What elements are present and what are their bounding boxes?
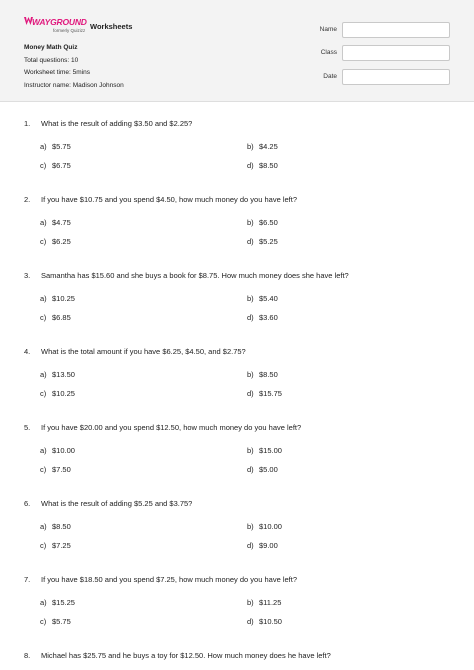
option-value: $15.00 — [259, 446, 282, 455]
option-value: $3.60 — [259, 313, 278, 322]
option-value: $5.75 — [52, 142, 71, 151]
option-value: $9.00 — [259, 541, 278, 550]
question-number: 3. — [24, 271, 31, 280]
option-letter: b) — [247, 218, 254, 227]
instructor-name: Instructor name: Madison Johnson — [24, 81, 124, 89]
question-text-row — [24, 423, 454, 432]
answer-option[interactable] — [40, 389, 75, 398]
answer-option[interactable] — [40, 617, 71, 626]
option-letter: a) — [40, 370, 47, 379]
question-7 — [24, 575, 454, 626]
answer-option[interactable] — [40, 294, 75, 303]
answer-option[interactable] — [247, 370, 278, 379]
option-value: $15.25 — [52, 598, 75, 607]
option-value: $6.85 — [52, 313, 71, 322]
question-8 — [24, 651, 454, 660]
answer-option[interactable] — [40, 161, 71, 170]
class-input[interactable] — [342, 45, 450, 61]
option-letter: a) — [40, 446, 47, 455]
option-letter: b) — [247, 522, 254, 531]
option-value: $5.00 — [259, 465, 278, 474]
question-text: If you have $10.75 and you spend $4.50, how much money do you have left? — [41, 195, 298, 204]
question-6 — [24, 499, 454, 550]
answer-option[interactable] — [40, 541, 71, 550]
option-value: $13.50 — [52, 370, 75, 379]
answer-option[interactable] — [40, 142, 71, 151]
class-label: Class — [320, 49, 337, 56]
option-value: $6.75 — [52, 161, 71, 170]
option-letter: d) — [247, 617, 254, 626]
answer-option[interactable] — [40, 313, 71, 322]
option-letter: c) — [40, 617, 47, 626]
option-value: $10.25 — [52, 389, 75, 398]
answer-option[interactable] — [247, 218, 278, 227]
question-text-row — [24, 347, 454, 356]
question-text: Michael has $25.75 and he buys a toy for $12.50. How much money does he have left? — [41, 651, 331, 660]
option-value: $10.50 — [259, 617, 282, 626]
answer-option[interactable] — [40, 370, 75, 379]
question-text: What is the result of adding $3.50 and $2.25? — [41, 119, 193, 128]
question-number: 4. — [24, 347, 31, 356]
question-text: If you have $20.00 and you spend $12.50, how much money do you have left? — [41, 423, 302, 432]
question-text-row — [24, 271, 454, 280]
worksheet-time: Worksheet time: 5mins — [24, 69, 90, 76]
option-value: $6.50 — [259, 218, 278, 227]
option-value: $10.00 — [259, 522, 282, 531]
option-value: $4.25 — [259, 142, 278, 151]
answer-option[interactable] — [40, 465, 71, 474]
option-value: $4.75 — [52, 218, 71, 227]
question-text-row — [24, 195, 454, 204]
question-number: 1. — [24, 119, 31, 128]
brand-logo — [24, 16, 88, 36]
question-5 — [24, 423, 454, 474]
name-field-group — [300, 22, 450, 38]
question-2 — [24, 195, 454, 246]
option-letter: b) — [247, 598, 254, 607]
question-number: 8. — [24, 651, 31, 660]
answer-option[interactable] — [247, 617, 282, 626]
option-letter: c) — [40, 389, 47, 398]
question-3 — [24, 271, 454, 322]
option-letter: c) — [40, 541, 47, 550]
question-number: 6. — [24, 499, 31, 508]
option-letter: a) — [40, 142, 47, 151]
option-letter: d) — [247, 161, 254, 170]
option-letter: a) — [40, 294, 47, 303]
question-text: What is the total amount if you have $6.25, $4.50, and $2.75? — [41, 347, 246, 356]
question-number: 5. — [24, 423, 31, 432]
answer-option[interactable] — [247, 541, 278, 550]
option-letter: b) — [247, 142, 254, 151]
option-value: $5.40 — [259, 294, 278, 303]
answer-option[interactable] — [40, 522, 71, 531]
option-value: $5.25 — [259, 237, 278, 246]
total-questions: Total questions: 10 — [24, 56, 79, 64]
option-value: $10.25 — [52, 294, 75, 303]
question-number: 2. — [24, 195, 31, 204]
answer-option[interactable] — [40, 218, 71, 227]
option-value: $8.50 — [52, 522, 71, 531]
answer-option[interactable] — [247, 237, 278, 246]
option-letter: d) — [247, 465, 254, 474]
option-letter: d) — [247, 237, 254, 246]
answer-option[interactable] — [247, 294, 278, 303]
option-value: $7.25 — [52, 541, 71, 550]
answer-option[interactable] — [247, 142, 278, 151]
option-letter: c) — [40, 237, 47, 246]
question-text-row — [24, 499, 454, 508]
worksheet-header — [0, 0, 474, 102]
answer-option[interactable] — [247, 598, 281, 607]
answer-option[interactable] — [247, 313, 278, 322]
answer-option[interactable] — [40, 237, 71, 246]
date-input[interactable] — [342, 69, 450, 85]
option-letter: d) — [247, 541, 254, 550]
option-value: $8.50 — [259, 370, 278, 379]
product-title: Worksheets — [90, 22, 133, 31]
question-text-row — [24, 119, 454, 128]
option-value: $11.25 — [259, 598, 282, 607]
option-letter: c) — [40, 313, 47, 322]
option-value: $8.50 — [259, 161, 278, 170]
question-4 — [24, 347, 454, 398]
option-letter: d) — [247, 389, 254, 398]
option-letter: b) — [247, 294, 254, 303]
option-letter: b) — [247, 370, 254, 379]
option-value: $6.25 — [52, 237, 71, 246]
answer-option[interactable] — [40, 598, 75, 607]
answer-option[interactable] — [247, 161, 278, 170]
name-input[interactable] — [342, 22, 450, 38]
question-number: 7. — [24, 575, 31, 584]
quiz-title: Money Math Quiz — [24, 44, 78, 51]
option-letter: c) — [40, 465, 47, 474]
question-text: If you have $18.50 and you spend $7.25, how much money do you have left? — [41, 575, 298, 584]
option-letter: c) — [40, 161, 47, 170]
date-field-group — [300, 69, 450, 85]
option-value: $7.50 — [52, 465, 71, 474]
wayground-logo-icon — [24, 16, 88, 36]
question-text-row — [24, 651, 454, 660]
answer-option[interactable] — [247, 446, 282, 455]
option-letter: d) — [247, 313, 254, 322]
answer-option[interactable] — [247, 465, 278, 474]
class-field-group — [300, 45, 450, 61]
option-letter: b) — [247, 446, 254, 455]
answer-option[interactable] — [40, 446, 75, 455]
option-value: $5.75 — [52, 617, 71, 626]
option-letter: a) — [40, 218, 47, 227]
answer-option[interactable] — [247, 389, 282, 398]
option-letter: a) — [40, 598, 47, 607]
logo-wordmark: WAYGROUND — [32, 17, 87, 27]
question-text-row — [24, 575, 454, 584]
question-text: What is the result of adding $5.25 and $3.75? — [41, 499, 193, 508]
option-value: $15.75 — [259, 389, 282, 398]
quiz-info — [24, 42, 124, 92]
date-label: Date — [323, 73, 337, 80]
option-letter: a) — [40, 522, 47, 531]
answer-option[interactable] — [247, 522, 282, 531]
question-text: Samantha has $15.60 and she buys a book for $8.75. How much money does she have left? — [41, 271, 349, 280]
logo-subtitle: formerly Quizizz — [53, 28, 86, 33]
name-label: Name — [319, 26, 337, 33]
question-1 — [24, 119, 454, 170]
option-value: $10.00 — [52, 446, 75, 455]
